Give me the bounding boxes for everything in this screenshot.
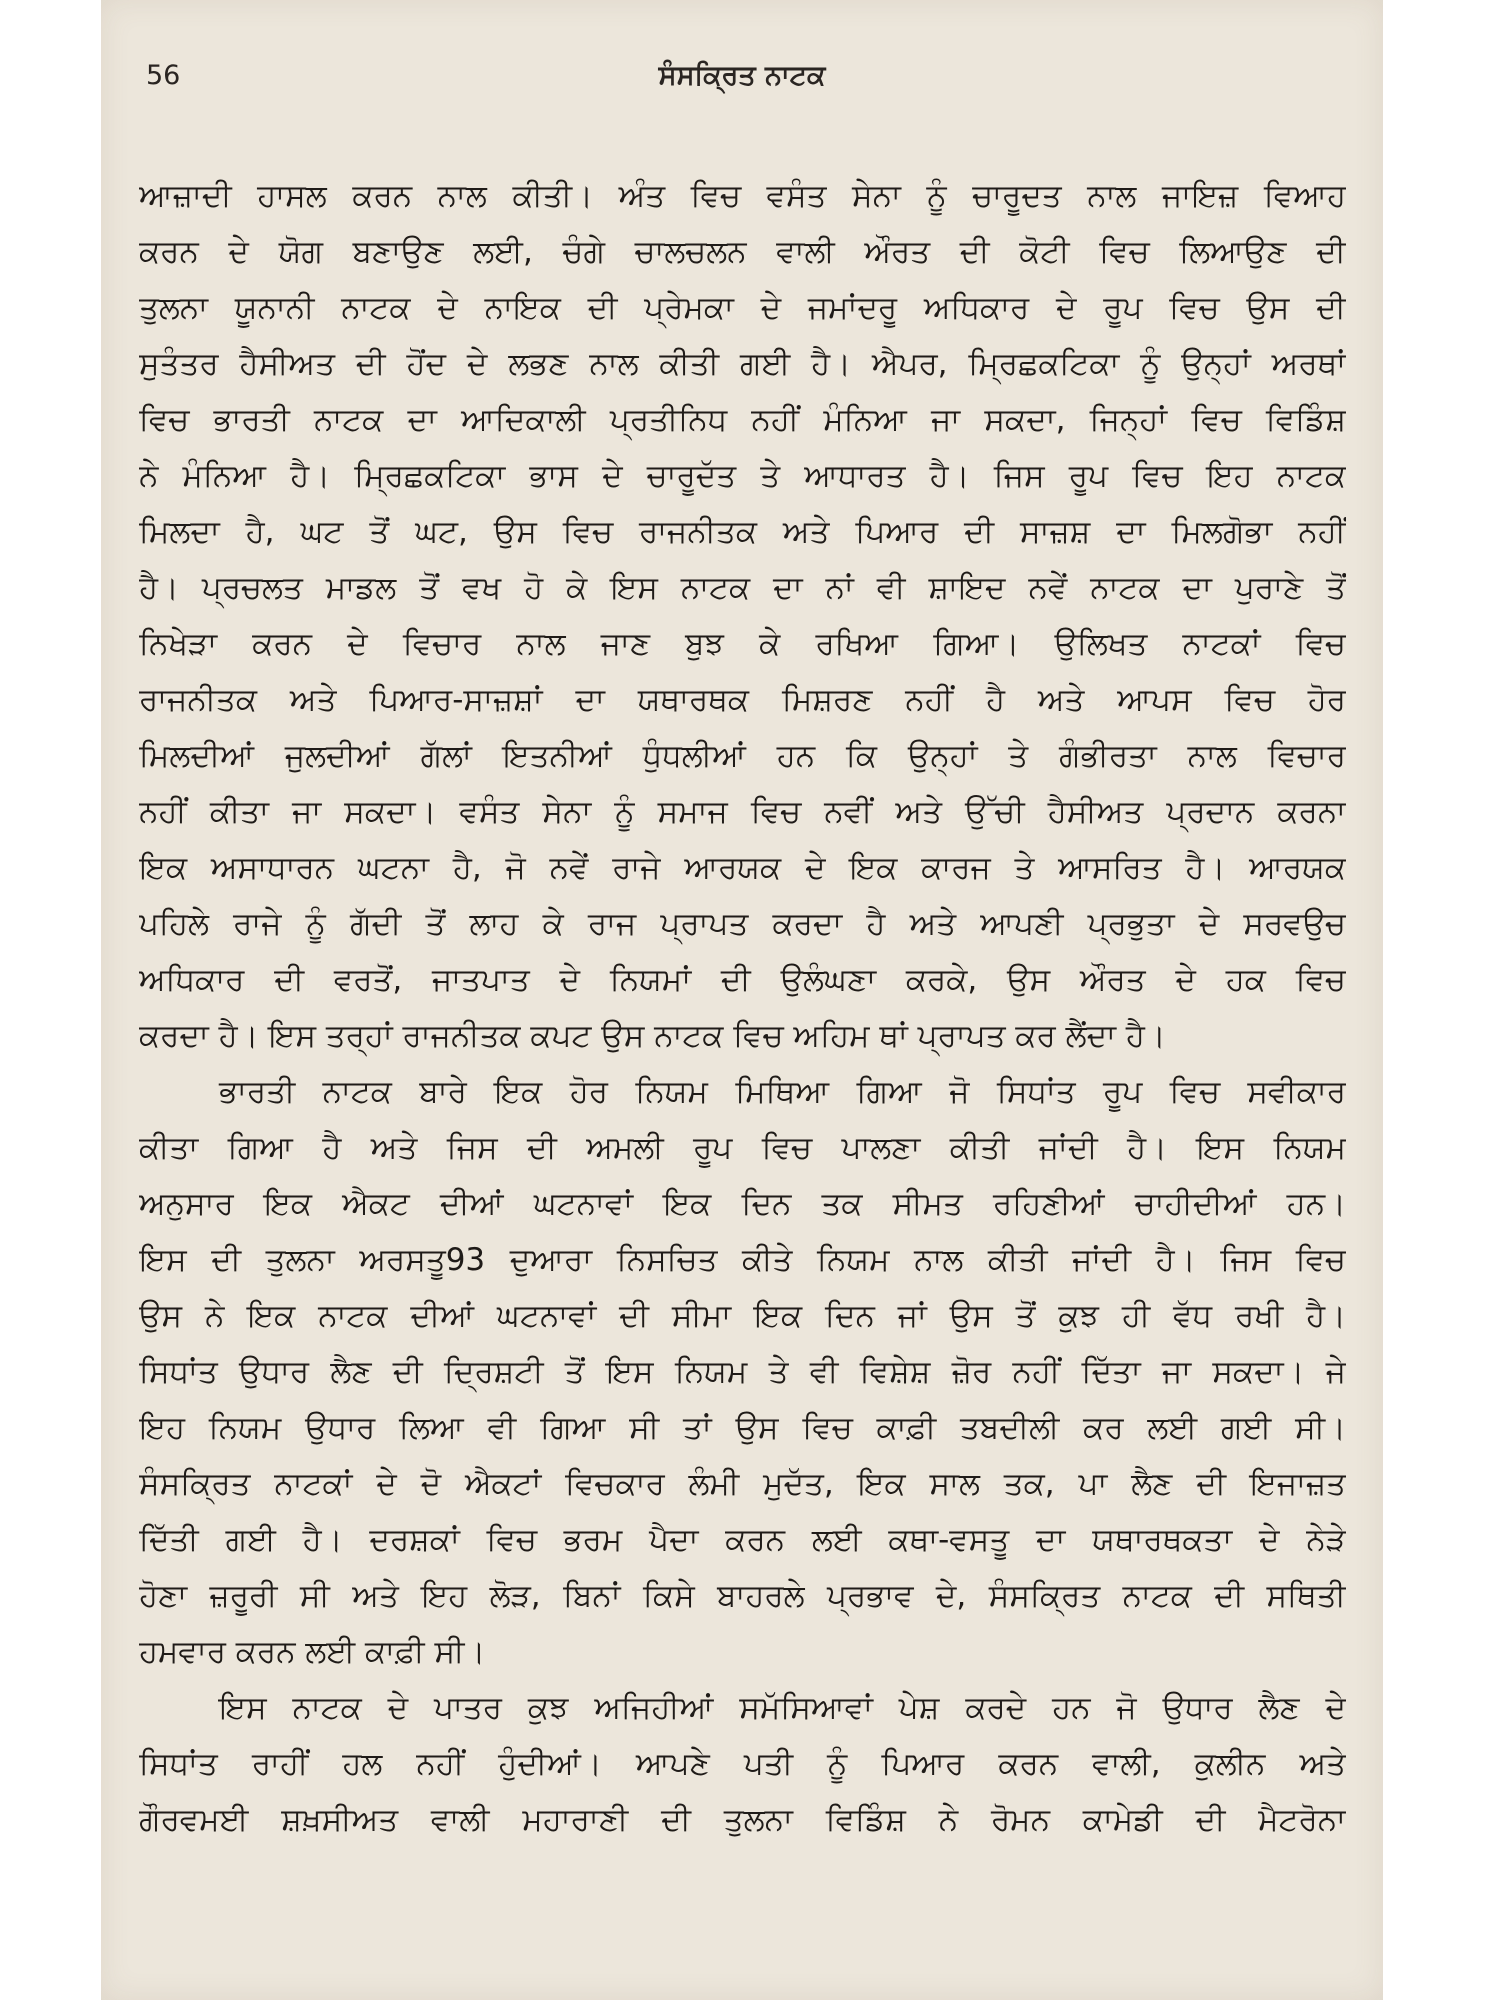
text-line: ਹੋਣਾ ਜ਼ਰੂਰੀ ਸੀ ਅਤੇ ਇਹ ਲੋੜ, ਬਿਨਾਂ ਕਿਸੇ ਬਾਹਰਲੇ ਪ੍ਰਭਾਵ ਦੇ, ਸੰਸਕ੍ਰਿਤ ਨਾਟਕ ਦੀ ਸਥਿਤੀ xyxy=(139,1578,1346,1614)
text-line: ਵਿਚ ਭਾਰਤੀ ਨਾਟਕ ਦਾ ਆਦਿਕਾਲੀ ਪ੍ਰਤੀਨਿਧ ਨਹੀਂ ਮੰਨਿਆ ਜਾ ਸਕਦਾ, ਜਿਨ੍ਹਾਂ ਵਿਚ ਵਿਡਿੰਸ਼ xyxy=(139,402,1346,438)
running-head: ਸੰਸਕ੍ਰਿਤ ਨਾਟਕ xyxy=(658,60,826,91)
paragraph-first-line: ਭਾਰਤੀ ਨਾਟਕ ਬਾਰੇ ਇਕ ਹੋਰ ਨਿਯਮ ਮਿਥਿਆ ਗਿਆ ਜੋ ਸਿਧਾਂਤ ਰੂਪ ਵਿਚ ਸਵੀਕਾਰ xyxy=(219,1074,1346,1110)
text-line: ਉਸ ਨੇ ਇਕ ਨਾਟਕ ਦੀਆਂ ਘਟਨਾਵਾਂ ਦੀ ਸੀਮਾ ਇਕ ਦਿਨ ਜਾਂ ਉਸ ਤੋਂ ਕੁਝ ਹੀ ਵੱਧ ਰਖੀ ਹੈ। xyxy=(139,1298,1346,1334)
text-line: ਕਰਨ ਦੇ ਯੋਗ ਬਣਾਉਣ ਲਈ, ਚੰਗੇ ਚਾਲਚਲਨ ਵਾਲੀ ਔਰਤ ਦੀ ਕੋਟੀ ਵਿਚ ਲਿਆਉਣ ਦੀ xyxy=(139,234,1346,270)
text-line: ਮਿਲਦੀਆਂ ਜੁਲਦੀਆਂ ਗੱਲਾਂ ਇਤਨੀਆਂ ਧੁੰਧਲੀਆਂ ਹਨ ਕਿ ਉਨ੍ਹਾਂ ਤੇ ਗੰਭੀਰਤਾ ਨਾਲ ਵਿਚਾਰ xyxy=(139,738,1346,774)
text-line: ਅਨੁਸਾਰ ਇਕ ਐਕਟ ਦੀਆਂ ਘਟਨਾਵਾਂ ਇਕ ਦਿਨ ਤਕ ਸੀਮਤ ਰਹਿਣੀਆਂ ਚਾਹੀਦੀਆਂ ਹਨ। xyxy=(139,1186,1346,1222)
page-number: 56 xyxy=(146,60,181,91)
text-line: ਗੌਰਵਮਈ ਸ਼ਖ਼ਸੀਅਤ ਵਾਲੀ ਮਹਾਰਾਣੀ ਦੀ ਤੁਲਨਾ ਵਿਡਿੰਸ਼ ਨੇ ਰੋਮਨ ਕਾਮੇਡੀ ਦੀ ਮੈਟਰੋਨਾ xyxy=(139,1802,1346,1838)
paragraph-first-line: ਇਸ ਨਾਟਕ ਦੇ ਪਾਤਰ ਕੁਝ ਅਜਿਹੀਆਂ ਸਮੱਸਿਆਵਾਂ ਪੇਸ਼ ਕਰਦੇ ਹਨ ਜੋ ਉਧਾਰ ਲੈਣ ਦੇ xyxy=(219,1690,1346,1726)
text-line: ਹਮਵਾਰ ਕਰਨ ਲਈ ਕਾਫ਼ੀ ਸੀ। xyxy=(139,1634,486,1670)
text-line: ਤੁਲਨਾ ਯੂਨਾਨੀ ਨਾਟਕ ਦੇ ਨਾਇਕ ਦੀ ਪ੍ਰੇਮਕਾ ਦੇ ਜਮਾਂਦਰੂ ਅਧਿਕਾਰ ਦੇ ਰੂਪ ਵਿਚ ਉਸ ਦੀ xyxy=(139,290,1346,326)
text-line: ਸੁਤੰਤਰ ਹੈਸੀਅਤ ਦੀ ਹੋਂਦ ਦੇ ਲਭਣ ਨਾਲ ਕੀਤੀ ਗਈ ਹੈ। ਐਪਰ, ਮ੍ਰਿਛਕਟਿਕਾ ਨੂੰ ਉਨ੍ਹਾਂ ਅਰਥਾਂ xyxy=(139,346,1346,382)
text-line: ਸਿਧਾਂਤ ਰਾਹੀਂ ਹਲ ਨਹੀਂ ਹੁੰਦੀਆਂ। ਆਪਣੇ ਪਤੀ ਨੂੰ ਪਿਆਰ ਕਰਨ ਵਾਲੀ, ਕੁਲੀਨ ਅਤੇ xyxy=(139,1746,1346,1782)
text-line: ਨਿਖੇੜਾ ਕਰਨ ਦੇ ਵਿਚਾਰ ਨਾਲ ਜਾਣ ਬੁਝ ਕੇ ਰਖਿਆ ਗਿਆ। ਉਲਿਖਤ ਨਾਟਕਾਂ ਵਿਚ xyxy=(139,626,1346,662)
text-line: ਰਾਜਨੀਤਕ ਅਤੇ ਪਿਆਰ-ਸਾਜ਼ਸ਼ਾਂ ਦਾ ਯਥਾਰਥਕ ਮਿਸ਼ਰਣ ਨਹੀਂ ਹੈ ਅਤੇ ਆਪਸ ਵਿਚ ਹੋਰ xyxy=(139,682,1346,718)
text-line: ਇਹ ਨਿਯਮ ਉਧਾਰ ਲਿਆ ਵੀ ਗਿਆ ਸੀ ਤਾਂ ਉਸ ਵਿਚ ਕਾਫ਼ੀ ਤਬਦੀਲੀ ਕਰ ਲਈ ਗਈ ਸੀ। xyxy=(139,1410,1346,1446)
text-line: ਅਧਿਕਾਰ ਦੀ ਵਰਤੋਂ, ਜਾਤਪਾਤ ਦੇ ਨਿਯਮਾਂ ਦੀ ਉਲੰਘਣਾ ਕਰਕੇ, ਉਸ ਔਰਤ ਦੇ ਹਕ ਵਿਚ xyxy=(139,962,1346,998)
text-line: ਆਜ਼ਾਦੀ ਹਾਸਲ ਕਰਨ ਨਾਲ ਕੀਤੀ। ਅੰਤ ਵਿਚ ਵਸੰਤ ਸੇਨਾ ਨੂੰ ਚਾਰੂਦਤ ਨਾਲ ਜਾਇਜ਼ ਵਿਆਹ xyxy=(139,178,1346,214)
text-line: ਕੀਤਾ ਗਿਆ ਹੈ ਅਤੇ ਜਿਸ ਦੀ ਅਮਲੀ ਰੂਪ ਵਿਚ ਪਾਲਣਾ ਕੀਤੀ ਜਾਂਦੀ ਹੈ। ਇਸ ਨਿਯਮ xyxy=(139,1130,1346,1166)
text-line: ਇਸ ਦੀ ਤੁਲਨਾ ਅਰਸਤੂ93 ਦੁਆਰਾ ਨਿਸਚਿਤ ਕੀਤੇ ਨਿਯਮ ਨਾਲ ਕੀਤੀ ਜਾਂਦੀ ਹੈ। ਜਿਸ ਵਿਚ xyxy=(139,1242,1346,1278)
text-line: ਸੰਸਕ੍ਰਿਤ ਨਾਟਕਾਂ ਦੇ ਦੋ ਐਕਟਾਂ ਵਿਚਕਾਰ ਲੰਮੀ ਮੁਦੱਤ, ਇਕ ਸਾਲ ਤਕ, ਪਾ ਲੈਣ ਦੀ ਇਜਾਜ਼ਤ xyxy=(139,1466,1346,1502)
text-line: ਪਹਿਲੇ ਰਾਜੇ ਨੂੰ ਗੱਦੀ ਤੋਂ ਲਾਹ ਕੇ ਰਾਜ ਪ੍ਰਾਪਤ ਕਰਦਾ ਹੈ ਅਤੇ ਆਪਣੀ ਪ੍ਰਭੁਤਾ ਦੇ ਸਰਵਉਚ xyxy=(139,906,1346,942)
text-line: ਮਿਲਦਾ ਹੈ, ਘਟ ਤੋਂ ਘਟ, ਉਸ ਵਿਚ ਰਾਜਨੀਤਕ ਅਤੇ ਪਿਆਰ ਦੀ ਸਾਜ਼ਸ਼ ਦਾ ਮਿਲਗੋਭਾ ਨਹੀਂ xyxy=(139,514,1346,550)
text-line: ਸਿਧਾਂਤ ਉਧਾਰ ਲੈਣ ਦੀ ਦ੍ਰਿਸ਼ਟੀ ਤੋਂ ਇਸ ਨਿਯਮ ਤੇ ਵੀ ਵਿਸ਼ੇਸ਼ ਜ਼ੋਰ ਨਹੀਂ ਦਿੱਤਾ ਜਾ ਸਕਦਾ। ਜੇ xyxy=(139,1354,1346,1390)
text-line: ਕਰਦਾ ਹੈ। ਇਸ ਤਰ੍ਹਾਂ ਰਾਜਨੀਤਕ ਕਪਟ ਉਸ ਨਾਟਕ ਵਿਚ ਅਹਿਮ ਥਾਂ ਪ੍ਰਾਪਤ ਕਰ ਲੈਂਦਾ ਹੈ। xyxy=(139,1018,1166,1054)
text-line: ਹੈ। ਪ੍ਰਚਲਤ ਮਾਡਲ ਤੋਂ ਵਖ ਹੋ ਕੇ ਇਸ ਨਾਟਕ ਦਾ ਨਾਂ ਵੀ ਸ਼ਾਇਦ ਨਵੇਂ ਨਾਟਕ ਦਾ ਪੁਰਾਣੇ ਤੋਂ xyxy=(139,570,1346,606)
text-line: ਦਿੱਤੀ ਗਈ ਹੈ। ਦਰਸ਼ਕਾਂ ਵਿਚ ਭਰਮ ਪੈਦਾ ਕਰਨ ਲਈ ਕਥਾ-ਵਸਤੂ ਦਾ ਯਥਾਰਥਕਤਾ ਦੇ ਨੇੜੇ xyxy=(139,1522,1346,1558)
body-text xyxy=(139,168,1346,1848)
text-line: ਨਹੀਂ ਕੀਤਾ ਜਾ ਸਕਦਾ। ਵਸੰਤ ਸੇਨਾ ਨੂੰ ਸਮਾਜ ਵਿਚ ਨਵੀਂ ਅਤੇ ਉੱਚੀ ਹੈਸੀਅਤ ਪ੍ਰਦਾਨ ਕਰਨਾ xyxy=(139,794,1346,830)
text-line: ਇਕ ਅਸਾਧਾਰਨ ਘਟਨਾ ਹੈ, ਜੋ ਨਵੇਂ ਰਾਜੇ ਆਰਯਕ ਦੇ ਇਕ ਕਾਰਜ ਤੇ ਆਸਰਿਤ ਹੈ। ਆਰਯਕ xyxy=(139,850,1346,886)
book-page xyxy=(101,0,1383,2000)
text-line: ਨੇ ਮੰਨਿਆ ਹੈ। ਮ੍ਰਿਛਕਟਿਕਾ ਭਾਸ ਦੇ ਚਾਰੂਦੱਤ ਤੇ ਆਧਾਰਤ ਹੈ। ਜਿਸ ਰੂਪ ਵਿਚ ਇਹ ਨਾਟਕ xyxy=(139,458,1346,494)
